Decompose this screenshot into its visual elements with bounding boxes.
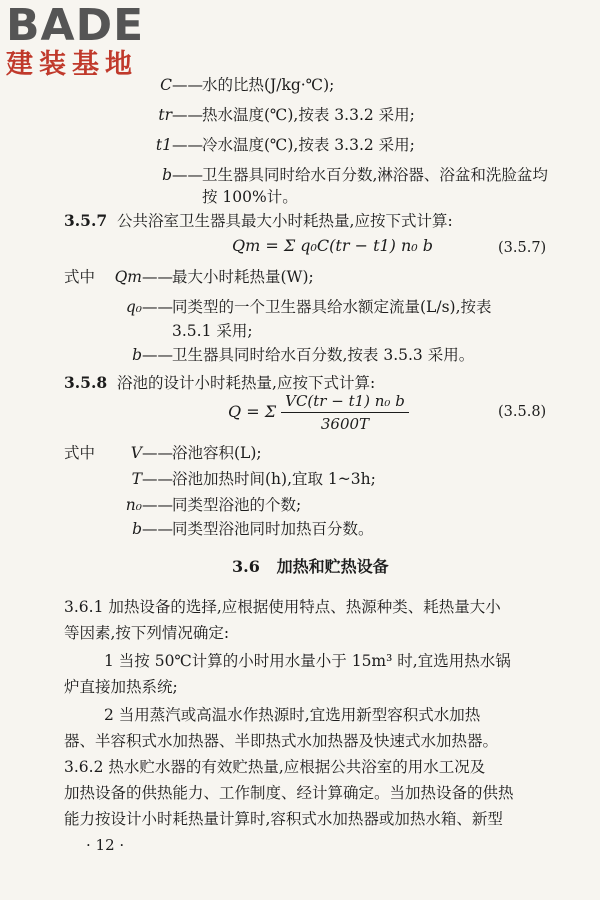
definition-line: b——卫生器具同时给水百分数,按表 3.5.3 采用。 xyxy=(132,346,475,364)
equation-number: (3.5.8) xyxy=(498,404,547,420)
clause-3-5-8: 3.5.8 浴池的设计小时耗热量,应按下式计算: xyxy=(64,373,376,392)
section-heading: 3.6 加热和贮热设备 xyxy=(232,557,389,576)
paragraph-line: 加热设备的供热能力、工作制度、经计算确定。当加热设备的供热 xyxy=(64,784,514,802)
paragraph-line: 2 当用蒸汽或高温水作热源时,宜选用新型容积式水加热 xyxy=(104,706,481,724)
paragraph-line: 3.6.2 热水贮水器的有效贮热量,应根据公共浴室的用水工况及 xyxy=(64,758,486,776)
definition-line: tr——热水温度(℃),按表 3.3.2 采用; xyxy=(158,106,415,124)
formula-3-5-8: Q = Σ $\frac{\text{VC(tr − t1) n₀ b}}{3600T}$ xyxy=(228,392,409,433)
paragraph-line: 器、半容积式水加热器、半即热式水加热器及快速式水加热器。 xyxy=(64,732,499,750)
definition-line: 式中 V——浴池容积(L); xyxy=(64,444,262,462)
logo-wordmark: BADE xyxy=(6,0,145,51)
definition-continuation: 按 100%计。 xyxy=(202,188,298,206)
paragraph-line: 1 当按 50℃计算的小时用水量小于 15m³ 时,宜选用热水锅 xyxy=(104,652,511,670)
brand-logo xyxy=(6,0,145,82)
definition-line: b——卫生器具同时给水百分数,淋浴器、浴盆和洗脸盆均 xyxy=(162,166,548,184)
definition-line: t1——冷水温度(℃),按表 3.3.2 采用; xyxy=(155,136,415,154)
paragraph-line: 能力按设计小时耗热量计算时,容积式水加热器或加热水箱、新型 xyxy=(64,810,503,828)
paragraph-line: 炉直接加热系统; xyxy=(64,678,178,696)
paragraph-line: 3.6.1 加热设备的选择,应根据使用特点、热源种类、耗热量大小 xyxy=(64,598,501,616)
page-number: · 12 · xyxy=(86,836,125,854)
definition-line: n₀——同类型浴池的个数; xyxy=(125,496,302,514)
definition-continuation: 3.5.1 采用; xyxy=(172,322,253,340)
definition-line: C——水的比热(J/kg·℃); xyxy=(160,76,335,94)
logo-subtitle: 建装基地 xyxy=(6,49,138,80)
equation-number: (3.5.7) xyxy=(498,240,547,256)
fraction: $\frac{\text{VC(tr − t1) n₀ b}}{3600T}$ xyxy=(281,392,409,433)
definition-line: b——同类型浴池同时加热百分数。 xyxy=(132,520,374,538)
definition-line: 式中 Qm——最大小时耗热量(W); xyxy=(64,268,314,286)
definition-line: T——浴池加热时间(h),宜取 1~3h; xyxy=(131,470,376,488)
definition-line: q₀——同类型的一个卫生器具给水额定流量(L/s),按表 xyxy=(125,298,492,316)
paragraph-line: 等因素,按下列情况确定: xyxy=(64,624,230,642)
clause-3-5-7: 3.5.7 公共浴室卫生器具最大小时耗热量,应按下式计算: xyxy=(64,211,453,230)
formula-3-5-7: Qm = Σ q₀C(tr − t1) n₀ b xyxy=(232,236,434,255)
